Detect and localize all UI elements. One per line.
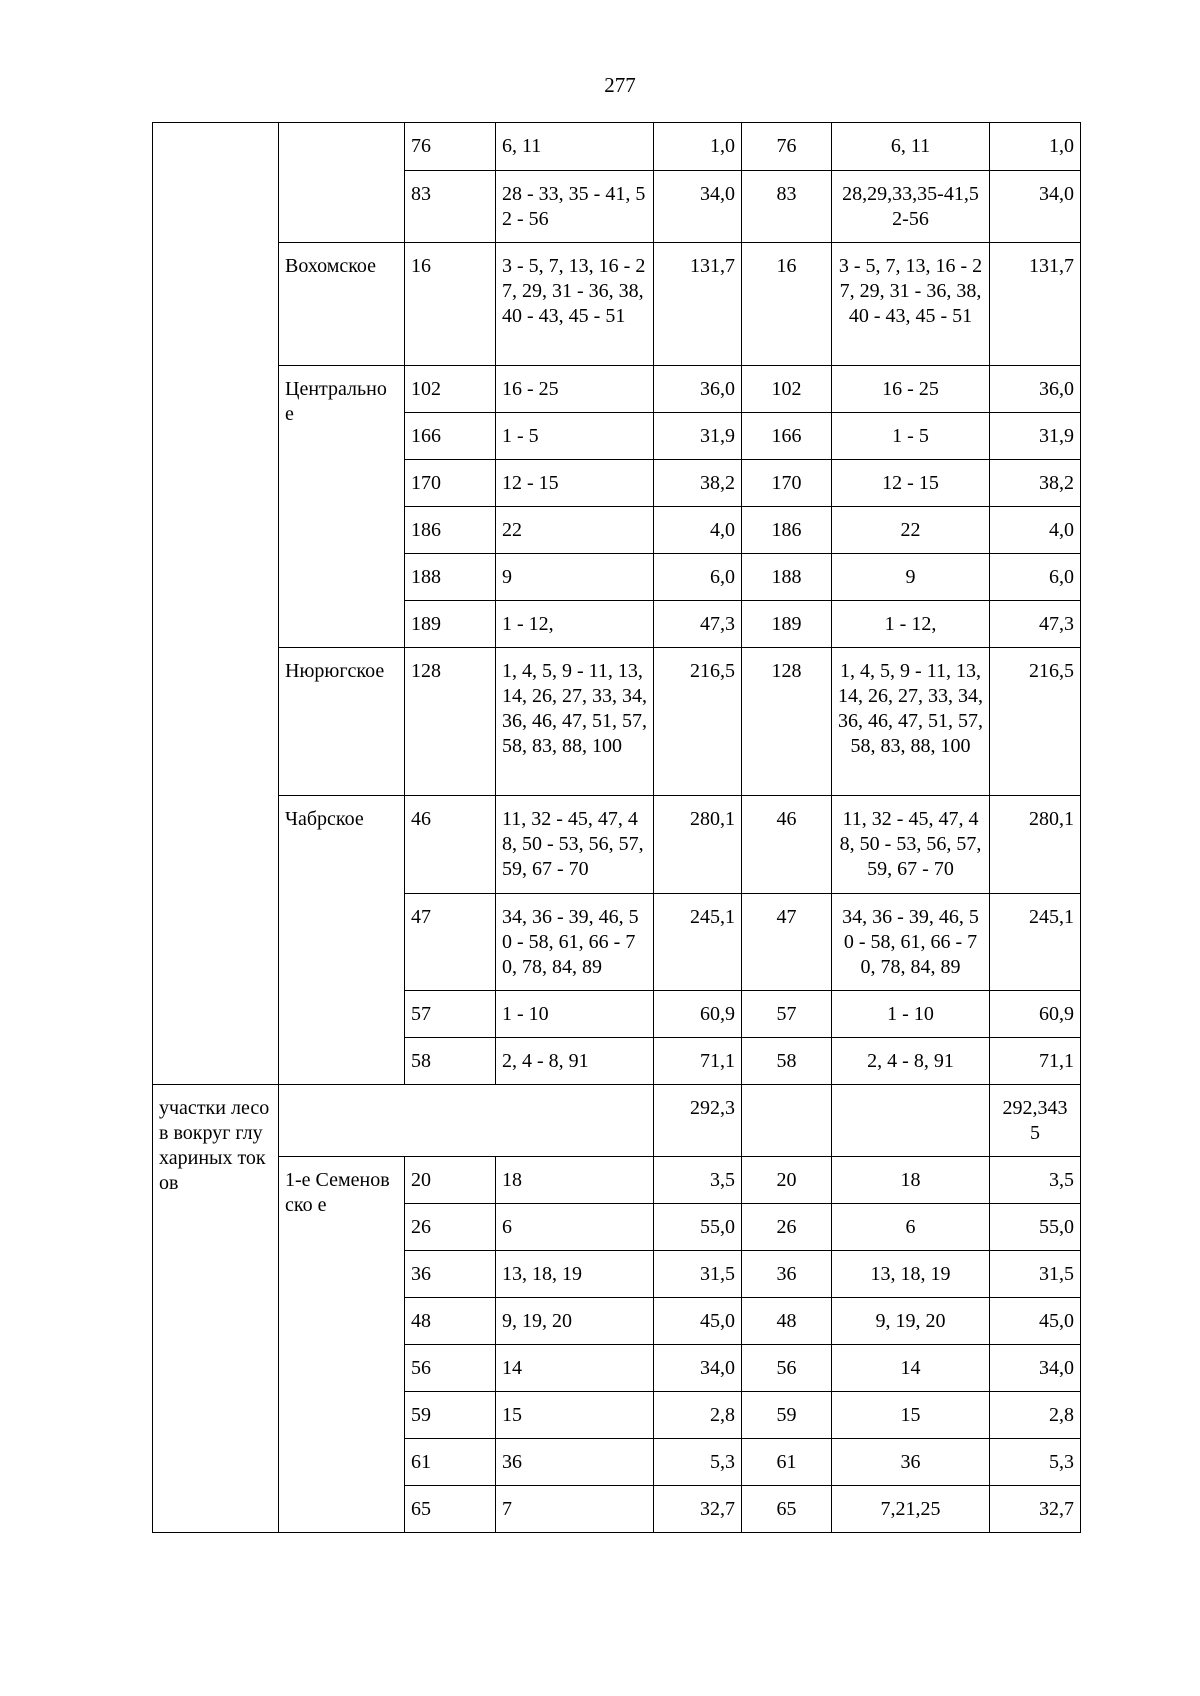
quarter-number-cell-2: 83 [742, 171, 832, 243]
quarter-number-cell-2: 59 [742, 1392, 832, 1439]
quarter-number-cell-2: 36 [742, 1251, 832, 1298]
area-cell: 34,0 [654, 1345, 742, 1392]
plots-cell: 14 [496, 1345, 654, 1392]
plots-cell: 1 - 12, [496, 601, 654, 648]
area-cell-2: 6,0 [990, 554, 1081, 601]
quarter-number-cell: 58 [405, 1038, 496, 1085]
quarter-number-cell: 57 [405, 991, 496, 1038]
area-cell: 55,0 [654, 1204, 742, 1251]
plots-cell-2: 14 [832, 1345, 990, 1392]
plots-cell: 1 - 10 [496, 991, 654, 1038]
quarter-number-cell-2: 26 [742, 1204, 832, 1251]
quarter-number-cell: 102 [405, 366, 496, 413]
quarter-number-cell-2: 188 [742, 554, 832, 601]
area-cell: 36,0 [654, 366, 742, 413]
area-cell: 245,1 [654, 894, 742, 991]
forest-table [152, 122, 1081, 1533]
area-cell-2: 131,7 [990, 243, 1081, 366]
area-total-cell-2: 292,343 5 [990, 1085, 1081, 1157]
table-row [153, 243, 1081, 366]
plots-cell-2: 15 [832, 1392, 990, 1439]
quarter-number-cell-2: 16 [742, 243, 832, 366]
area-cell-2: 36,0 [990, 366, 1081, 413]
quarter-number-cell: 65 [405, 1486, 496, 1533]
area-cell-2: 45,0 [990, 1298, 1081, 1345]
plots-cell: 9, 19, 20 [496, 1298, 654, 1345]
area-cell: 5,3 [654, 1439, 742, 1486]
plots-cell: 13, 18, 19 [496, 1251, 654, 1298]
plots-cell-2: 18 [832, 1157, 990, 1204]
plots-cell-2: 7,21,25 [832, 1486, 990, 1533]
plots-cell: 6, 11 [496, 123, 654, 171]
quarter-number-cell-2: 56 [742, 1345, 832, 1392]
plots-cell-2: 2, 4 - 8, 91 [832, 1038, 990, 1085]
quarter-number-cell: 61 [405, 1439, 496, 1486]
quarter-number-cell-2: 20 [742, 1157, 832, 1204]
plots-cell-2: 22 [832, 507, 990, 554]
area-cell-2: 34,0 [990, 171, 1081, 243]
quarter-number-cell: 76 [405, 123, 496, 171]
plots-cell: 1 - 5 [496, 413, 654, 460]
quarter-number-cell: 59 [405, 1392, 496, 1439]
area-cell-2: 34,0 [990, 1345, 1081, 1392]
quarter-number-cell-2: 57 [742, 991, 832, 1038]
area-cell-2: 31,9 [990, 413, 1081, 460]
quarter-number-cell-2: 189 [742, 601, 832, 648]
plots-cell: 12 - 15 [496, 460, 654, 507]
area-cell: 32,7 [654, 1486, 742, 1533]
area-cell: 216,5 [654, 648, 742, 796]
plots-cell-2: 1 - 5 [832, 413, 990, 460]
area-cell-2: 47,3 [990, 601, 1081, 648]
quarter-number-cell-2: 186 [742, 507, 832, 554]
area-cell-2: 280,1 [990, 796, 1081, 894]
area-cell: 2,8 [654, 1392, 742, 1439]
area-cell: 45,0 [654, 1298, 742, 1345]
quarter-number-cell: 36 [405, 1251, 496, 1298]
plots-cell-2: 13, 18, 19 [832, 1251, 990, 1298]
quarter-number-cell-2: 61 [742, 1439, 832, 1486]
plots-cell-2: 28,29,33,35-41,52-56 [832, 171, 990, 243]
quarter-number-cell: 170 [405, 460, 496, 507]
area-cell: 38,2 [654, 460, 742, 507]
quarter-number-cell-2: 46 [742, 796, 832, 894]
area-cell-2: 71,1 [990, 1038, 1081, 1085]
area-cell-2: 5,3 [990, 1439, 1081, 1486]
plots-cell: 34, 36 - 39, 46, 50 - 58, 61, 66 - 70, 78, 84, 89 [496, 894, 654, 991]
area-cell-2: 60,9 [990, 991, 1081, 1038]
area-cell: 3,5 [654, 1157, 742, 1204]
table-row [153, 366, 1081, 413]
area-total-cell: 292,3 [654, 1085, 742, 1157]
table-row [153, 648, 1081, 796]
plots-cell-2: 16 - 25 [832, 366, 990, 413]
quarter-number-cell: 166 [405, 413, 496, 460]
quarter-number-cell: 46 [405, 796, 496, 894]
forest-cell: Чабрское [279, 796, 405, 1085]
plots-cell-2: 1, 4, 5, 9 - 11, 13, 14, 26, 27, 33, 34, 36, 46, 47, 51, 57, 58, 83, 88, 100 [832, 648, 990, 796]
category-cell: участки лесов вокруг глухариных токов [153, 1085, 279, 1533]
quarter-number-cell-2: 76 [742, 123, 832, 171]
plots-cell-2: 9 [832, 554, 990, 601]
plots-cell-2: 6, 11 [832, 123, 990, 171]
table-row [153, 1157, 1081, 1204]
area-cell: 280,1 [654, 796, 742, 894]
plots-cell-2: 36 [832, 1439, 990, 1486]
quarter-number-cell: 56 [405, 1345, 496, 1392]
plots-cell-2: 34, 36 - 39, 46, 50 - 58, 61, 66 - 70, 78, 84, 89 [832, 894, 990, 991]
area-cell-2: 4,0 [990, 507, 1081, 554]
plots-cell: 6 [496, 1204, 654, 1251]
quarter-number-cell-2: 47 [742, 894, 832, 991]
area-cell: 71,1 [654, 1038, 742, 1085]
quarter-number-cell: 26 [405, 1204, 496, 1251]
area-cell-2: 216,5 [990, 648, 1081, 796]
quarter-number-cell-2: 65 [742, 1486, 832, 1533]
area-cell-2: 31,5 [990, 1251, 1081, 1298]
plots-cell: 36 [496, 1439, 654, 1486]
area-cell: 1,0 [654, 123, 742, 171]
plots-cell: 15 [496, 1392, 654, 1439]
plots-cell: 2, 4 - 8, 91 [496, 1038, 654, 1085]
quarter-number-cell-2: 102 [742, 366, 832, 413]
area-cell-2: 32,7 [990, 1486, 1081, 1533]
plots-cell: 9 [496, 554, 654, 601]
area-cell-2: 1,0 [990, 123, 1081, 171]
quarter-number-cell-2: 128 [742, 648, 832, 796]
empty-cell [832, 1085, 990, 1157]
table-row [153, 123, 1081, 171]
plots-cell-2: 1 - 12, [832, 601, 990, 648]
area-cell: 47,3 [654, 601, 742, 648]
plots-cell: 18 [496, 1157, 654, 1204]
quarter-number-cell-2: 166 [742, 413, 832, 460]
area-cell-2: 38,2 [990, 460, 1081, 507]
area-cell-2: 245,1 [990, 894, 1081, 991]
quarter-number-cell: 189 [405, 601, 496, 648]
plots-cell-2: 11, 32 - 45, 47, 48, 50 - 53, 56, 57, 59, 67 - 70 [832, 796, 990, 894]
area-cell: 131,7 [654, 243, 742, 366]
area-cell: 4,0 [654, 507, 742, 554]
plots-cell: 3 - 5, 7, 13, 16 - 27, 29, 31 - 36, 38, 40 - 43, 45 - 51 [496, 243, 654, 366]
area-cell-2: 55,0 [990, 1204, 1081, 1251]
area-cell: 60,9 [654, 991, 742, 1038]
quarter-number-cell-2: 48 [742, 1298, 832, 1345]
plots-cell-2: 1 - 10 [832, 991, 990, 1038]
plots-cell: 16 - 25 [496, 366, 654, 413]
plots-cell-2: 12 - 15 [832, 460, 990, 507]
forest-cell: 1-е Семеновско е [279, 1157, 405, 1533]
quarter-number-cell: 83 [405, 171, 496, 243]
area-cell: 31,5 [654, 1251, 742, 1298]
category-cell [153, 123, 279, 1085]
quarter-number-cell: 186 [405, 507, 496, 554]
plots-cell: 22 [496, 507, 654, 554]
quarter-number-cell-2: 58 [742, 1038, 832, 1085]
table-row [153, 1085, 1081, 1157]
forest-cell [279, 123, 405, 243]
area-cell-2: 3,5 [990, 1157, 1081, 1204]
page-number: 277 [604, 73, 636, 97]
quarter-number-cell: 20 [405, 1157, 496, 1204]
plots-cell: 1, 4, 5, 9 - 11, 13, 14, 26, 27, 33, 34, 36, 46, 47, 51, 57, 58, 83, 88, 100 [496, 648, 654, 796]
empty-cell [742, 1085, 832, 1157]
quarter-number-cell: 47 [405, 894, 496, 991]
forest-cell: Вохомское [279, 243, 405, 366]
plots-cell: 28 - 33, 35 - 41, 52 - 56 [496, 171, 654, 243]
quarter-number-cell: 128 [405, 648, 496, 796]
plots-cell: 11, 32 - 45, 47, 48, 50 - 53, 56, 57, 59, 67 - 70 [496, 796, 654, 894]
forest-cell: Центрально е [279, 366, 405, 648]
quarter-number-cell: 16 [405, 243, 496, 366]
area-cell: 6,0 [654, 554, 742, 601]
table-row [153, 796, 1081, 894]
area-cell-2: 2,8 [990, 1392, 1081, 1439]
plots-cell-2: 3 - 5, 7, 13, 16 - 27, 29, 31 - 36, 38, 40 - 43, 45 - 51 [832, 243, 990, 366]
quarter-number-cell: 188 [405, 554, 496, 601]
area-cell: 34,0 [654, 171, 742, 243]
quarter-number-cell-2: 170 [742, 460, 832, 507]
quarter-number-cell: 48 [405, 1298, 496, 1345]
plots-cell-2: 6 [832, 1204, 990, 1251]
plots-cell-2: 9, 19, 20 [832, 1298, 990, 1345]
area-cell: 31,9 [654, 413, 742, 460]
plots-cell: 7 [496, 1486, 654, 1533]
forest-cell: Нюрюгское [279, 648, 405, 796]
empty-cell [279, 1085, 654, 1157]
